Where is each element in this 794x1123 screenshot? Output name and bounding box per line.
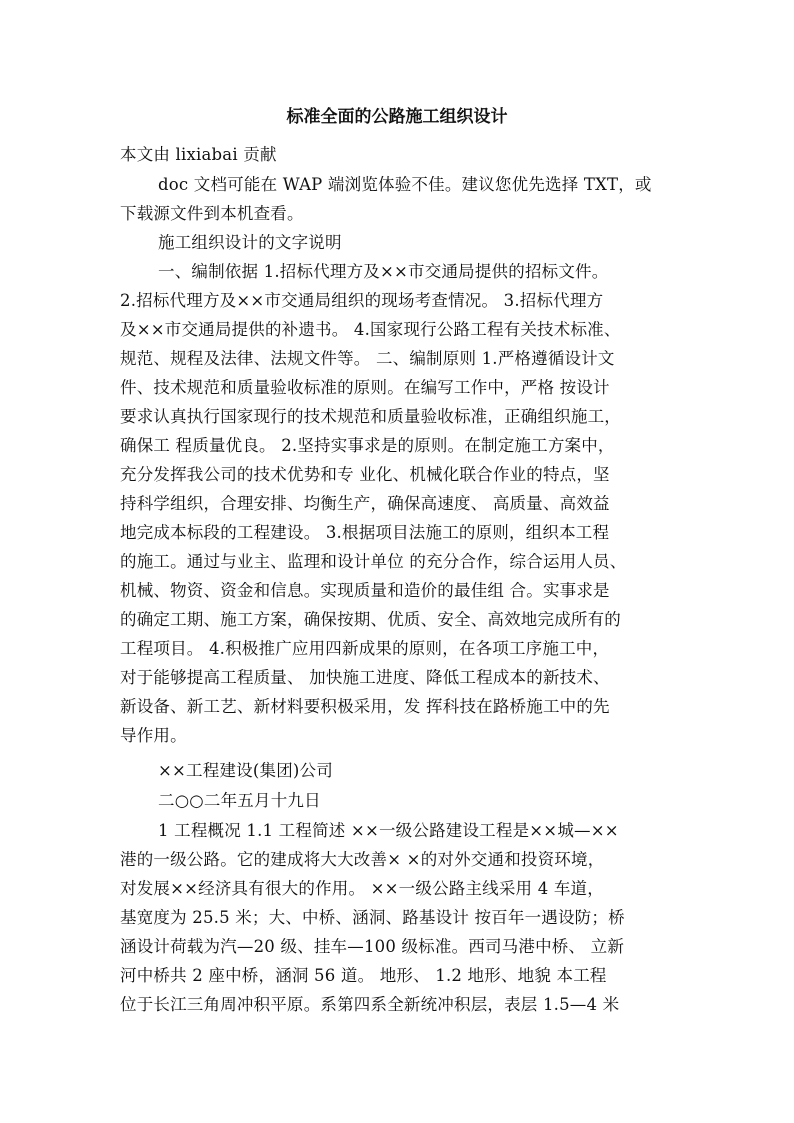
text-line: 对发展××经济具有很大的作用。 ××一级公路主线采用 4 车道， <box>120 879 604 898</box>
company-name: ××工程建设(集团)公司 <box>158 761 333 780</box>
text-line: 工程项目。 4.积极推广应用四新成果的原则，在各项工序施工中， <box>120 639 610 658</box>
text-line: 施工组织设计的文字说明 <box>158 233 342 252</box>
text-line: 及××市交通局提供的补遗书。 4.国家现行公路工程有关技术标准、 <box>120 320 621 339</box>
text-line: 的施工。通过与业主、监理和设计单位 的充分合作，综合运用人员、 <box>120 552 627 571</box>
document-date: 二○○二年五月十九日 <box>158 791 321 810</box>
text-line: 1 工程概况 1.1 工程简述 ××一级公路建设工程是××城—×× <box>158 821 619 840</box>
text-line: 本文由 lixiabai 贡献 <box>120 145 277 164</box>
text-line: 要求认真执行国家现行的技术规范和质量验收标准，正确组织施工， <box>120 407 621 426</box>
text-line: 导作用。 <box>120 726 187 745</box>
text-line: 基宽度为 25.5 米；大、中桥、涵洞、路基设计 按百年一遇设防；桥 <box>120 908 625 927</box>
text-line: 地完成本标段的工程建设。 3.根据项目法施工的原则，组织本工程 <box>120 523 610 542</box>
text-line: 充分发挥我公司的技术优势和专 业化、机械化联合作业的特点，坚 <box>120 465 610 484</box>
document-title: 标准全面的公路施工组织设计 <box>286 107 508 127</box>
text-line: 确保工 程质量优良。 2.坚持实事求是的原则。在制定施工方案中， <box>120 436 615 455</box>
text-line: 港的一级公路。它的建成将大大改善× ×的对外交通和投资环境， <box>120 850 605 869</box>
text-line: 2.招标代理方及××市交通局组织的现场考查情况。 3.招标代理方 <box>120 291 604 310</box>
text-line: 河中桥共 2 座中桥，涵洞 56 道。 地形、 1.2 地形、地貌 本工程 <box>120 966 607 985</box>
text-line: 持科学组织，合理安排、均衡生产，确保高速度、 高质量、高效益 <box>120 494 610 513</box>
text-line: doc 文档可能在 WAP 端浏览体验不佳。建议您优先选择 TXT，或 <box>158 175 652 194</box>
text-line: 新设备、新工艺、新材料要积极采用，发 挥科技在路桥施工中的先 <box>120 697 610 716</box>
text-line: 规范、规程及法律、法规文件等。 二、编制原则 1.严格遵循设计文 <box>120 349 615 368</box>
text-line: 的确定工期、施工方案，确保按期、优质、安全、高效地完成所有的 <box>120 610 621 629</box>
text-line: 对于能够提高工程质量、 加快施工进度、降低工程成本的新技术、 <box>120 668 610 687</box>
text-line: 涵设计荷载为汽—20 级、挂车—100 级标准。西司马港中桥、 立新 <box>120 937 625 956</box>
text-line: 一、编制依据 1.招标代理方及××市交通局提供的招标文件。 <box>158 262 609 281</box>
text-line: 下载源文件到本机查看。 <box>120 204 304 223</box>
text-line: 机械、物资、资金和信息。实现质量和造价的最佳组 合。实事求是 <box>120 581 610 600</box>
text-line: 件、技术规范和质量验收标准的原则。在编写工作中，严格 按设计 <box>120 378 610 397</box>
text-line: 位于长江三角周冲积平原。系第四系全新统冲积层，表层 1.5—4 米 <box>120 995 620 1014</box>
